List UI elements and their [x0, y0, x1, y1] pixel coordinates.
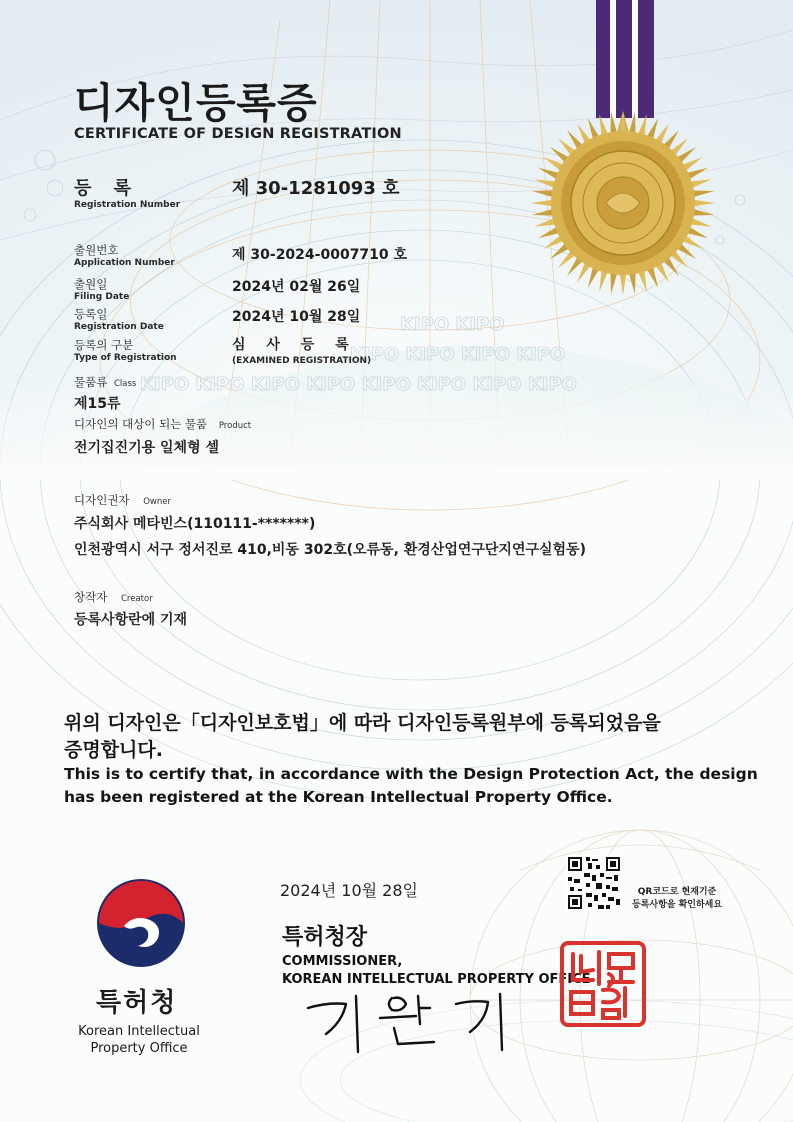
application-label-en: Application Number: [74, 258, 175, 268]
creator-label-en: Creator: [120, 594, 153, 604]
owner-label-en: Owner: [143, 497, 171, 507]
product-label-ko: 디자인의 대상이 되는 물품: [74, 417, 208, 431]
class-value: 제15류: [74, 396, 121, 412]
kipo-name-korean: 특허청: [96, 988, 178, 1018]
class-label: [74, 374, 136, 390]
creator-label: [74, 589, 153, 605]
title-korean: 디자인등록증: [74, 79, 318, 127]
commissioner-title-korean: 특허청장: [282, 925, 368, 950]
owner-name: 주식회사 메타빈스(110111-*******): [74, 516, 316, 532]
registration-date-label: 등록일: [74, 307, 108, 321]
commissioner-title-english-line2: KOREAN INTELLECTUAL PROPERTY OFFICE: [282, 972, 591, 987]
qr-instruction-line1: QR코드로 현재기준: [637, 887, 717, 897]
owner-label: [74, 492, 171, 508]
registration-date: 2024년 10월 28일: [232, 309, 361, 325]
kipo-name-english: [66, 1023, 212, 1057]
creator-label-ko: 창작자: [74, 590, 108, 604]
commissioner-signature: [298, 986, 516, 1058]
registration-type: 심 사 등 록: [232, 337, 357, 353]
issue-date: 2024년 10월 28일: [280, 881, 418, 900]
registration-type-label: 등록의 구분: [74, 338, 134, 352]
qr-instruction-line2: 등록사항을 확인하세요: [632, 900, 723, 910]
official-red-seal: [559, 940, 647, 1028]
svg-text:KIPO KIPO KIPO KIPO: KIPO KIPO KIPO KIPO: [350, 344, 566, 365]
registration-type-label-en: Type of Registration: [74, 353, 177, 363]
registration-type-en: (EXAMINED REGISTRATION): [232, 356, 372, 366]
class-label-en: Class: [113, 379, 137, 389]
product-label-en: Product: [218, 421, 252, 431]
svg-text:KIPO KIPO: KIPO KIPO: [400, 314, 505, 335]
application-number: 제 30-2024-0007710 호: [232, 247, 408, 263]
statement-korean-line1: 위의 디자인은「디자인보호법」에 따라 디자인등록원부에 등록되었음을: [64, 712, 661, 734]
registration-label: 등 록: [74, 178, 140, 199]
product-value: 전기집진기용 일체형 셀: [74, 440, 219, 456]
kipo-name-english-line1: Korean Intellectual: [78, 1024, 200, 1039]
kipo-name-english-line2: Property Office: [90, 1041, 188, 1056]
ribbon-decoration: [596, 0, 654, 118]
svg-text:KIPO KIPO KIPO KIPO KIPO KIPO: KIPO KIPO KIPO KIPO KIPO KIPO KIPO KIPO: [140, 374, 577, 395]
qr-instruction: [632, 886, 722, 912]
registration-number: 제 30-1281093 호: [232, 178, 400, 199]
kipo-taegeuk-logo-icon: [94, 876, 188, 970]
commissioner-title-english-line1: COMMISSIONER,: [282, 954, 403, 969]
owner-address: 인천광역시 서구 정서진로 410,비동 302호(오류동, 환경산업연구단지연구실험동): [74, 542, 586, 558]
filing-label-en: Filing Date: [74, 292, 130, 302]
class-label-ko: 물품류: [74, 375, 108, 389]
statement-korean-line2: 증명합니다.: [64, 739, 163, 761]
creator-value: 등록사항란에 기재: [74, 612, 188, 628]
owner-label-ko: 디자인권자: [74, 493, 130, 507]
product-label: [74, 416, 251, 432]
registration-date-label-en: Registration Date: [74, 322, 164, 332]
statement-english-line2: has been registered at the Korean Intellectual Property Office.: [64, 788, 613, 806]
statement-english-line1: This is to certify that, in accordance with the Design Protection Act, the design: [64, 765, 758, 783]
qr-code[interactable]: [566, 855, 622, 911]
application-label: 출원번호: [74, 243, 119, 257]
registration-label-en: Registration Number: [74, 200, 181, 210]
title-english: CERTIFICATE OF DESIGN REGISTRATION: [74, 126, 402, 142]
gold-medal-emblem: [528, 108, 718, 298]
filing-label: 출원일: [74, 277, 108, 291]
filing-date: 2024년 02월 26일: [232, 279, 361, 295]
